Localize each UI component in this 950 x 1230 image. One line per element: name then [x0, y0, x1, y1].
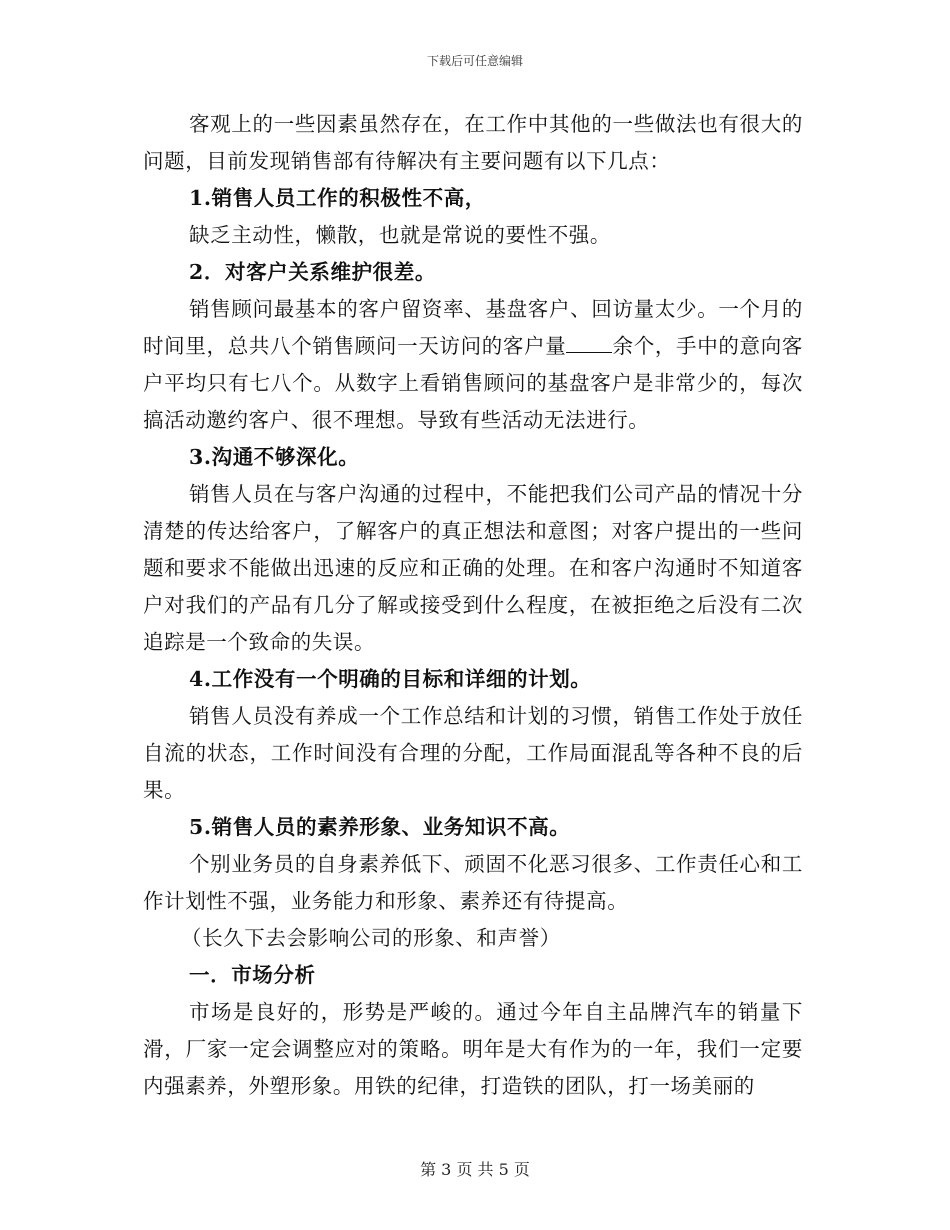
fill-in-blank	[566, 334, 612, 353]
document-body	[143, 106, 803, 1105]
paragraph-1: 缺乏主动性，懒散，也就是常说的要性不强。	[189, 223, 611, 247]
heading-1: 1.销售人员工作的积极性不高，	[189, 186, 486, 210]
paragraph-5-note: （长久下去会影响公司的形象、和声誉）	[181, 926, 561, 950]
paragraph-2-part-b: 余个，手中的意向客户平均只有七八个。从数字上看销售顾问的基盘客户是非常少的，每次搞活动邀约客户、很不理想。导致有些活动无法进行。	[143, 334, 804, 432]
heading-2: 2．对客户关系维护很差。	[189, 260, 436, 284]
heading-3: 3.沟通不够深化。	[189, 445, 360, 469]
paragraph-2-part-a: 销售顾问最基本的客户留资率、基盘客户、回访量太少。一个月的时间里，总共八个销售顾问一天访问的客户量	[143, 297, 803, 358]
heading-4: 4.工作没有一个明确的目标和详细的计划。	[189, 667, 592, 691]
page-number-footer: 第 3 页 共 5 页	[420, 1160, 530, 1179]
paragraph-6: 市场是良好的，形势是严峻的。通过今年自主品牌汽车的销量下滑，厂家一定会调整应对的策略。明年是大有作为的一年，我们一定要内强素养，外塑形象。用铁的纪律，打造铁的团队，打一场美丽的	[143, 1000, 803, 1098]
page-header-note: 下载后可任意编辑	[426, 54, 523, 68]
intro-paragraph: 客观上的一些因素虽然存在，在工作中其他的一些做法也有很大的问题，目前发现销售部有待解决有主要问题有以下几点：	[143, 112, 803, 173]
paragraph-5: 个别业务员的自身素养低下、顽固不化恶习很多、工作责任心和工作计划性不强，业务能力和形象、素养还有待提高。	[143, 852, 803, 913]
paragraph-2	[143, 291, 803, 439]
paragraph-3: 销售人员在与客户沟通的过程中，不能把我们公司产品的情况十分清楚的传达给客户，了解客户的真正想法和意图；对客户提出的一些问题和要求不能做出迅速的反应和正确的处理。在和客户沟通时不知道客户对我们的产品有几分了解或接受到什么程度，在被拒绝之后没有二次追踪是一个致命的失误。	[143, 482, 803, 654]
heading-5: 5.销售人员的素养形象、业务知识不高。	[189, 815, 571, 839]
paragraph-4: 销售人员没有养成一个工作总结和计划的习惯，销售工作处于放任自流的状态，工作时间没有合理的分配，工作局面混乱等各种不良的后果。	[143, 704, 803, 802]
heading-6: 一．市场分析	[189, 963, 316, 987]
